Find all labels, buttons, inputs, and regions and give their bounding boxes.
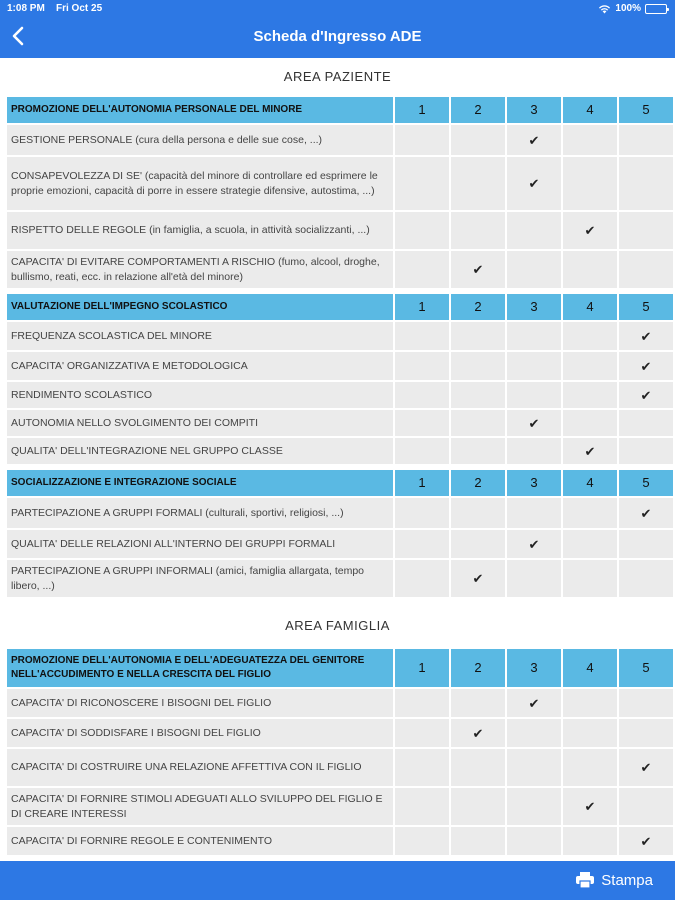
score-cell[interactable] — [507, 560, 561, 597]
section-table — [5, 647, 675, 857]
score-cell[interactable] — [395, 827, 449, 855]
scale-header: 5 — [619, 97, 673, 123]
score-cell[interactable] — [507, 719, 561, 747]
top-bar — [0, 0, 675, 58]
score-cell[interactable] — [507, 788, 561, 825]
scale-header: 1 — [395, 97, 449, 123]
score-cell[interactable] — [395, 438, 449, 464]
score-cell[interactable] — [507, 251, 561, 288]
score-cell[interactable] — [395, 322, 449, 350]
score-cell[interactable] — [395, 251, 449, 288]
scale-header: 3 — [507, 97, 561, 123]
score-cell[interactable] — [395, 498, 449, 528]
score-cell[interactable] — [395, 352, 449, 380]
row-label: CONSAPEVOLEZZA DI SE' (capacità del minore di controllare ed esprimere le proprie emozioni, capacità di porre in essere strategie difensive, autostima, ...) — [7, 157, 393, 210]
score-cell[interactable] — [563, 352, 617, 380]
table-row — [7, 719, 673, 747]
scale-header: 1 — [395, 294, 449, 320]
scale-header: 2 — [451, 470, 505, 496]
score-cell[interactable] — [395, 749, 449, 786]
section-table — [5, 468, 675, 599]
row-label: FREQUENZA SCOLASTICA DEL MINORE — [7, 322, 393, 350]
score-cell[interactable]: ✔ — [619, 827, 673, 855]
score-cell[interactable] — [451, 322, 505, 350]
section-title: VALUTAZIONE DELL'IMPEGNO SCOLASTICO — [7, 294, 393, 320]
score-cell[interactable] — [395, 719, 449, 747]
score-cell[interactable] — [563, 827, 617, 855]
score-cell[interactable] — [563, 689, 617, 717]
table-row — [7, 560, 673, 597]
score-cell[interactable] — [451, 410, 505, 436]
score-cell[interactable] — [619, 530, 673, 558]
score-cell[interactable]: ✔ — [451, 560, 505, 597]
printer-icon — [575, 871, 595, 889]
table-row — [7, 382, 673, 408]
section-header-row — [7, 97, 673, 123]
score-cell[interactable] — [507, 212, 561, 249]
row-label: CAPACITA' DI FORNIRE STIMOLI ADEGUATI ALLO SVILUPPO DEL FIGLIO E DI CREARE INTERESSI — [7, 788, 393, 825]
bottom-toolbar — [0, 861, 675, 900]
score-cell[interactable] — [451, 212, 505, 249]
score-cell[interactable] — [563, 498, 617, 528]
print-button[interactable] — [575, 871, 653, 889]
navigation-bar — [0, 18, 675, 58]
scale-header: 5 — [619, 470, 673, 496]
score-cell[interactable] — [451, 157, 505, 210]
scale-header: 3 — [507, 649, 561, 687]
score-cell[interactable] — [395, 560, 449, 597]
score-cell[interactable]: ✔ — [451, 251, 505, 288]
row-label: RENDIMENTO SCOLASTICO — [7, 382, 393, 408]
score-cell[interactable] — [619, 212, 673, 249]
table-row — [7, 352, 673, 380]
score-cell[interactable] — [563, 157, 617, 210]
scale-header: 1 — [395, 649, 449, 687]
score-cell[interactable] — [395, 410, 449, 436]
section-table — [5, 292, 675, 466]
score-cell[interactable] — [563, 251, 617, 288]
score-cell[interactable] — [507, 438, 561, 464]
section-table — [5, 95, 675, 290]
score-cell[interactable] — [451, 788, 505, 825]
score-cell[interactable] — [395, 212, 449, 249]
score-cell[interactable] — [395, 530, 449, 558]
battery-icon — [645, 4, 667, 14]
score-cell[interactable] — [451, 827, 505, 855]
print-label: Stampa — [601, 871, 653, 889]
score-cell[interactable] — [619, 251, 673, 288]
score-cell[interactable]: ✔ — [451, 719, 505, 747]
score-cell[interactable] — [507, 749, 561, 786]
score-cell[interactable]: ✔ — [563, 212, 617, 249]
score-cell[interactable]: ✔ — [563, 788, 617, 825]
row-label: QUALITA' DELL'INTEGRAZIONE NEL GRUPPO CLASSE — [7, 438, 393, 464]
score-cell[interactable] — [563, 719, 617, 747]
status-bar — [7, 3, 667, 17]
table-row — [7, 438, 673, 464]
score-cell[interactable] — [619, 125, 673, 155]
score-cell[interactable] — [507, 382, 561, 408]
score-cell[interactable]: ✔ — [507, 157, 561, 210]
score-cell[interactable] — [451, 498, 505, 528]
score-cell[interactable] — [451, 125, 505, 155]
score-cell[interactable] — [451, 530, 505, 558]
scale-header: 4 — [563, 97, 617, 123]
score-cell[interactable] — [395, 689, 449, 717]
score-cell[interactable] — [451, 749, 505, 786]
row-label: RISPETTO DELLE REGOLE (in famiglia, a scuola, in attività socializzanti, ...) — [7, 212, 393, 249]
score-cell[interactable] — [395, 788, 449, 825]
scale-header: 5 — [619, 649, 673, 687]
score-cell[interactable]: ✔ — [507, 125, 561, 155]
score-cell[interactable]: ✔ — [619, 322, 673, 350]
table-row — [7, 530, 673, 558]
scale-header: 4 — [563, 649, 617, 687]
scroll-content[interactable] — [0, 58, 675, 861]
score-cell[interactable] — [619, 689, 673, 717]
score-cell[interactable] — [563, 530, 617, 558]
score-cell[interactable] — [395, 157, 449, 210]
score-cell[interactable] — [563, 560, 617, 597]
score-cell[interactable] — [619, 719, 673, 747]
score-cell[interactable] — [619, 410, 673, 436]
scale-header: 2 — [451, 649, 505, 687]
table-row — [7, 212, 673, 249]
section-title: SOCIALIZZAZIONE E INTEGRAZIONE SOCIALE — [7, 470, 393, 496]
scale-header: 1 — [395, 470, 449, 496]
score-cell[interactable] — [619, 788, 673, 825]
battery-percent: 100% — [615, 3, 641, 14]
scale-header: 4 — [563, 294, 617, 320]
score-cell[interactable] — [619, 157, 673, 210]
score-cell[interactable]: ✔ — [619, 382, 673, 408]
score-cell[interactable] — [451, 352, 505, 380]
row-label: CAPACITA' DI EVITARE COMPORTAMENTI A RISCHIO (fumo, alcool, droghe, bullismo, reati, ecc. in relazione all'età del minore) — [7, 251, 393, 288]
status-date: Fri Oct 25 — [56, 3, 103, 14]
score-cell[interactable] — [507, 827, 561, 855]
row-label: PARTECIPAZIONE A GRUPPI INFORMALI (amici, famiglia allargata, tempo libero, ...) — [7, 560, 393, 597]
score-cell[interactable] — [563, 322, 617, 350]
score-cell[interactable] — [507, 498, 561, 528]
row-label: CAPACITA' DI FORNIRE REGOLE E CONTENIMENTO — [7, 827, 393, 855]
scale-header: 4 — [563, 470, 617, 496]
table-row — [7, 251, 673, 288]
scale-header: 5 — [619, 294, 673, 320]
row-label: CAPACITA' DI COSTRUIRE UNA RELAZIONE AFFETTIVA CON IL FIGLIO — [7, 749, 393, 786]
table-row — [7, 498, 673, 528]
scale-header: 3 — [507, 294, 561, 320]
score-cell[interactable]: ✔ — [507, 530, 561, 558]
row-label: CAPACITA' ORGANIZZATIVA E METODOLOGICA — [7, 352, 393, 380]
table-row — [7, 749, 673, 786]
score-cell[interactable] — [507, 352, 561, 380]
section-title: PROMOZIONE DELL'AUTONOMIA E DELL'ADEGUATEZZA DEL GENITORE NELL'ACCUDIMENTO E NELLA CRESCITA DEL FIGLIO — [7, 649, 393, 687]
section-header-row — [7, 470, 673, 496]
score-cell[interactable]: ✔ — [507, 410, 561, 436]
scale-header: 2 — [451, 97, 505, 123]
status-right — [598, 3, 667, 14]
section-header-row — [7, 649, 673, 687]
score-cell[interactable] — [395, 125, 449, 155]
area-title: AREA PAZIENTE — [283, 69, 392, 84]
score-cell[interactable] — [563, 749, 617, 786]
score-cell[interactable]: ✔ — [619, 498, 673, 528]
score-cell[interactable]: ✔ — [619, 749, 673, 786]
score-cell[interactable]: ✔ — [619, 352, 673, 380]
table-row — [7, 322, 673, 350]
score-cell[interactable] — [451, 438, 505, 464]
wifi-icon — [598, 4, 611, 14]
score-cell[interactable] — [451, 382, 505, 408]
section-header-row — [7, 294, 673, 320]
score-cell[interactable] — [395, 382, 449, 408]
score-cell[interactable] — [563, 410, 617, 436]
row-label: AUTONOMIA NELLO SVOLGIMENTO DEI COMPITI — [7, 410, 393, 436]
row-label: QUALITA' DELLE RELAZIONI ALL'INTERNO DEI GRUPPI FORMALI — [7, 530, 393, 558]
table-row — [7, 410, 673, 436]
row-label: CAPACITA' DI RICONOSCERE I BISOGNI DEL FIGLIO — [7, 689, 393, 717]
score-cell[interactable] — [619, 438, 673, 464]
score-cell[interactable] — [507, 322, 561, 350]
area-title: AREA FAMIGLIA — [285, 618, 390, 633]
scale-header: 2 — [451, 294, 505, 320]
score-cell[interactable] — [451, 689, 505, 717]
row-label: GESTIONE PERSONALE (cura della persona e delle sue cose, ...) — [7, 125, 393, 155]
score-cell[interactable] — [563, 382, 617, 408]
page-title: Scheda d'Ingresso ADE — [253, 28, 422, 45]
score-cell[interactable]: ✔ — [563, 438, 617, 464]
score-cell[interactable]: ✔ — [507, 689, 561, 717]
table-row — [7, 125, 673, 155]
score-cell[interactable] — [619, 560, 673, 597]
status-time: 1:08 PM — [7, 3, 45, 14]
section-title: PROMOZIONE DELL'AUTONOMIA PERSONALE DEL MINORE — [7, 97, 393, 123]
score-cell[interactable] — [563, 125, 617, 155]
scale-header: 3 — [507, 470, 561, 496]
table-row — [7, 827, 673, 855]
row-label: PARTECIPAZIONE A GRUPPI FORMALI (culturali, sportivi, religiosi, ...) — [7, 498, 393, 528]
table-row — [7, 157, 673, 210]
table-row — [7, 689, 673, 717]
table-row — [7, 788, 673, 825]
row-label: CAPACITA' DI SODDISFARE I BISOGNI DEL FIGLIO — [7, 719, 393, 747]
